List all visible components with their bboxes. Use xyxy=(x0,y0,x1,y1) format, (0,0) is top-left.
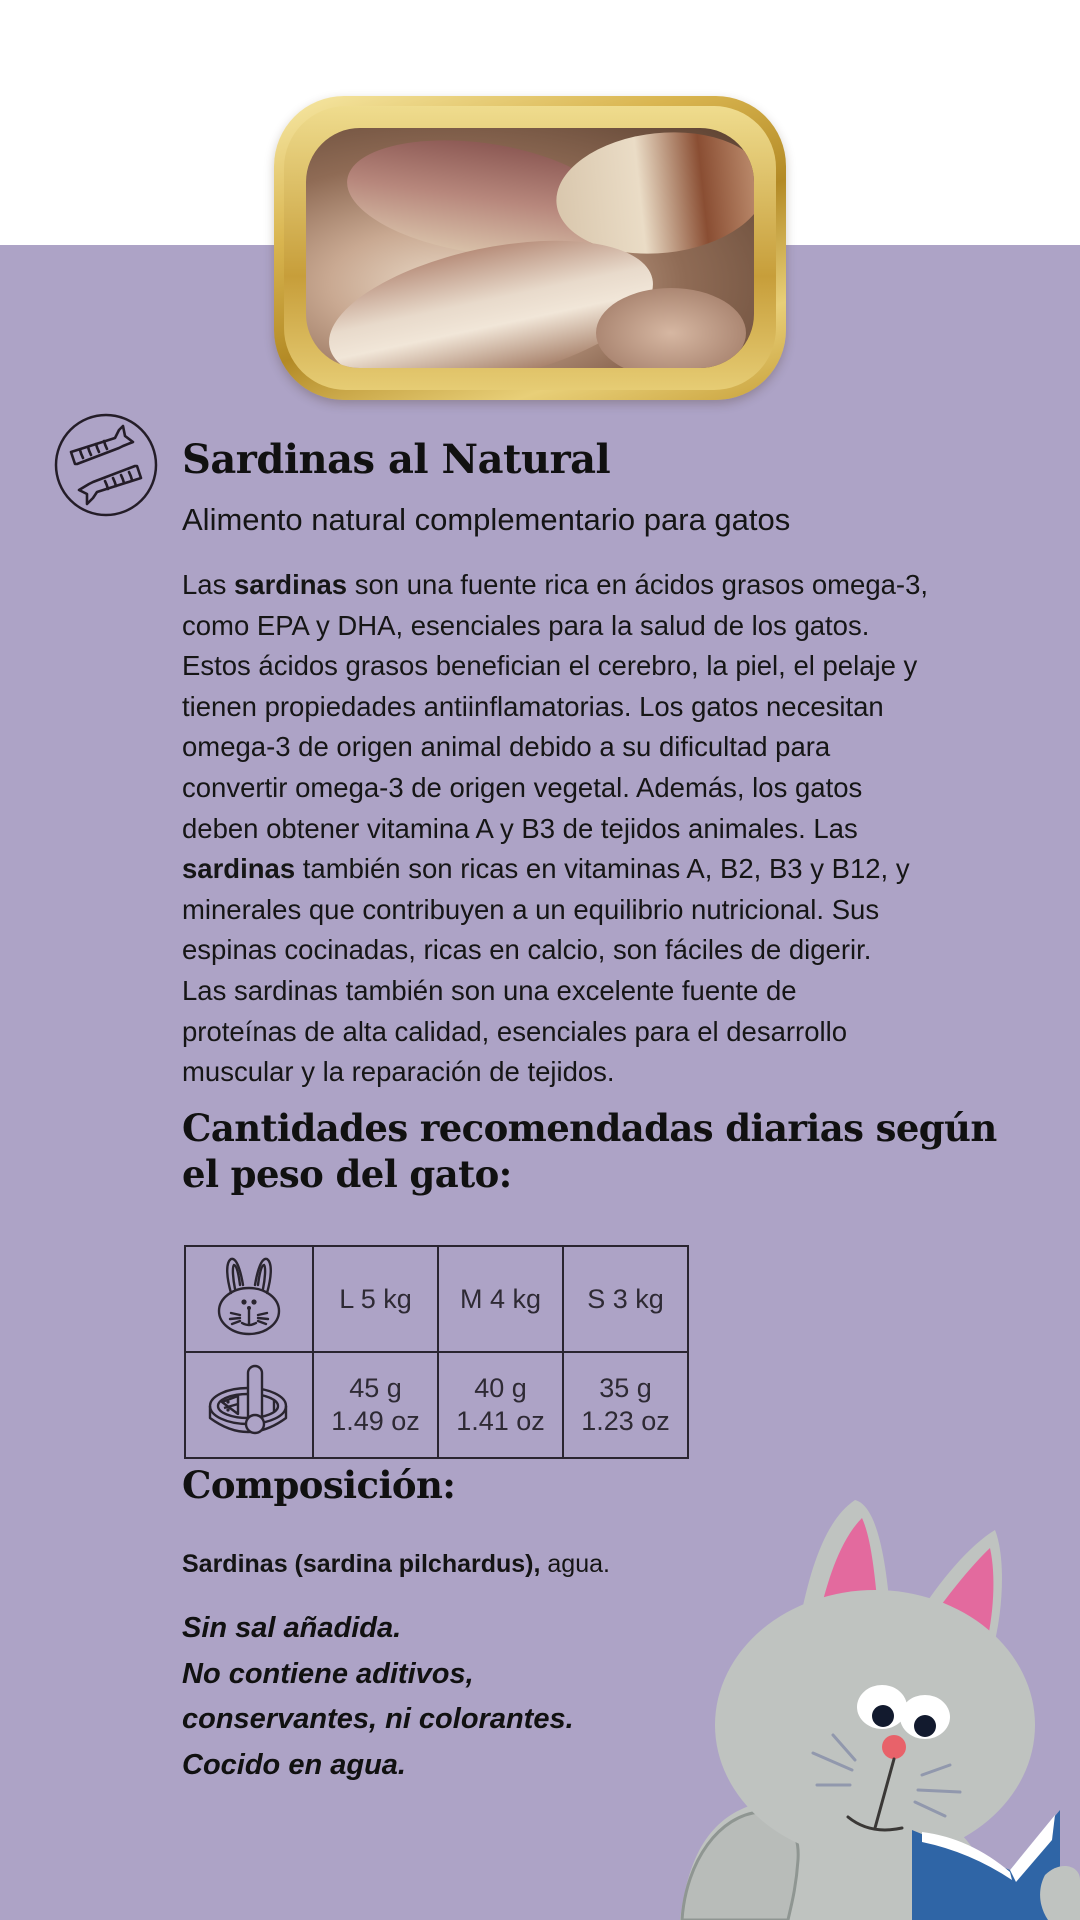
note-line: No contiene aditivos, xyxy=(182,1657,474,1690)
dosage-table xyxy=(184,1245,689,1459)
description-line xyxy=(182,1012,1012,1053)
text-segment: son una fuente rica en ácidos grasos omega-3, xyxy=(347,569,929,600)
composition-ingredients xyxy=(182,1550,610,1579)
dose-ounces: 1.41 oz xyxy=(456,1406,545,1436)
text-segment: espinas cocinadas, ricas en calcio, son fáciles de digerir. xyxy=(182,934,872,966)
text-segment: como EPA y DHA, esenciales para la salud de los gatos. xyxy=(182,609,870,641)
sardine-piece xyxy=(596,288,746,368)
size-large-header: L 5 kg xyxy=(313,1246,438,1352)
cat-weight-header-cell xyxy=(185,1246,313,1352)
cat-face-icon xyxy=(209,1253,289,1337)
dose-ounces: 1.23 oz xyxy=(581,1406,670,1436)
description-line xyxy=(182,849,1012,890)
note-line: Cocido en agua. xyxy=(182,1748,406,1781)
dose-medium-cell xyxy=(438,1352,563,1458)
description-line xyxy=(182,809,1012,850)
ingredients-rest: agua. xyxy=(540,1550,610,1578)
text-segment: tienen propiedades antiinflamatorias. Los gatos necesitan xyxy=(182,690,884,722)
description-line xyxy=(182,565,1012,606)
description-line xyxy=(182,971,1012,1012)
description-line xyxy=(182,727,1012,768)
size-small-header: S 3 kg xyxy=(563,1246,688,1352)
text-segment: convertir omega-3 de origen vegetal. Además, los gatos xyxy=(182,771,863,803)
description-line xyxy=(182,606,1012,647)
note-line: Sin sal añadida. xyxy=(182,1612,402,1644)
can-rim xyxy=(284,106,776,390)
dose-grams: 45 g xyxy=(349,1373,402,1403)
emphasis-text: sardinas xyxy=(233,569,348,600)
quantities-heading: Cantidades recomendadas diarias según el peso del gato: xyxy=(182,1106,997,1196)
table-row xyxy=(185,1246,688,1352)
product-notes xyxy=(182,1606,574,1788)
sardine-tin-icon xyxy=(204,1356,294,1446)
fish-pair-icon xyxy=(53,412,159,518)
table-row xyxy=(185,1352,688,1458)
text-segment: Las xyxy=(182,569,234,600)
emphasis-text: sardinas xyxy=(182,853,296,885)
note-line: conservantes, ni colorantes. xyxy=(182,1703,574,1735)
description-line xyxy=(182,930,1012,971)
text-segment: deben obtener vitamina A y B3 de tejidos animales. Las xyxy=(182,812,858,844)
text-segment: Estos ácidos grasos benefician el cerebro, la piel, el pelaje y xyxy=(182,650,918,682)
cat-reading-illustration xyxy=(660,1480,1080,1920)
text-segment: también son ricas en vitaminas A, B2, B3 y B12, y xyxy=(295,853,910,885)
description-line xyxy=(182,890,1012,931)
can-contents xyxy=(306,128,754,368)
text-segment: minerales que contribuyen a un equilibrio nutricional. Sus xyxy=(182,893,880,925)
size-medium-header: M 4 kg xyxy=(438,1246,563,1352)
product-title: Sardinas al Natural xyxy=(182,436,611,483)
dose-large-cell xyxy=(313,1352,438,1458)
sardine-can-image xyxy=(274,96,786,400)
description-line xyxy=(182,768,1012,809)
composition-heading: Composición: xyxy=(182,1463,456,1507)
dose-grams: 35 g xyxy=(599,1373,652,1403)
description-line xyxy=(182,646,1012,687)
description-line xyxy=(182,687,1012,728)
dose-small-cell xyxy=(563,1352,688,1458)
ingredients-main: Sardinas (sardina pilchardus), xyxy=(182,1550,541,1578)
sardine-tin-row-cell xyxy=(185,1352,313,1458)
dose-ounces: 1.49 oz xyxy=(331,1406,420,1436)
dose-grams: 40 g xyxy=(474,1373,527,1403)
description-line xyxy=(182,1052,1012,1093)
text-segment: Las sardinas también son una excelente fuente de xyxy=(182,974,797,1006)
product-subtitle: Alimento natural complementario para gatos xyxy=(182,502,791,537)
product-description xyxy=(182,565,1012,1093)
text-segment: muscular y la reparación de tejidos. xyxy=(182,1056,615,1088)
text-segment: proteínas de alta calidad, esenciales para el desarrollo xyxy=(182,1015,847,1047)
text-segment: omega-3 de origen animal debido a su dificultad para xyxy=(182,731,831,763)
